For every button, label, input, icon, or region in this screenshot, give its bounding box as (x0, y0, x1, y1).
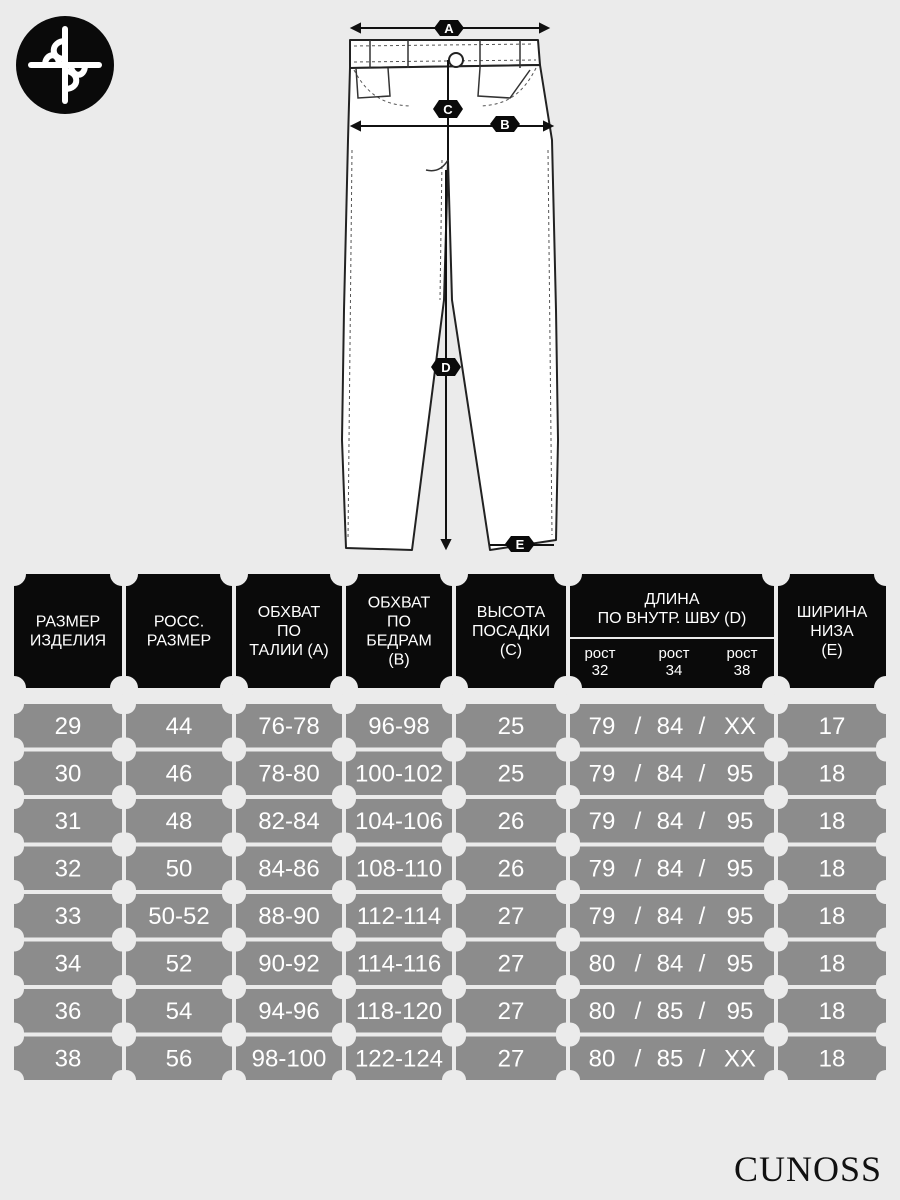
cell-value-l38: 95 (726, 807, 754, 835)
row-notch (876, 979, 896, 999)
cell-separator: / (634, 1045, 642, 1073)
label-d: D (441, 360, 451, 375)
row-notch (4, 884, 24, 904)
label-c: C (443, 102, 453, 117)
cell-value-l34: 84 (656, 807, 684, 835)
header-label: ПО (277, 623, 301, 640)
row-notch (560, 837, 580, 857)
cell-value-l32: 80 (588, 997, 616, 1025)
cell-value-hips: 122-124 (354, 1045, 444, 1073)
cell-value-hem: 18 (818, 902, 846, 930)
cell-value-l38: XX (723, 712, 757, 740)
row-notch (336, 1027, 356, 1047)
cell-value-hips: 108-110 (355, 855, 443, 883)
cell-value-ru: 50 (165, 855, 193, 883)
row-notch (446, 789, 466, 809)
row-notch (116, 694, 136, 714)
cell-value-waist: 88-90 (258, 902, 320, 930)
cell-value-size: 31 (54, 807, 82, 835)
row-notch (446, 742, 466, 762)
header-cell (126, 574, 232, 688)
cell-separator: / (698, 997, 706, 1025)
row-notch (116, 1070, 136, 1090)
cell-value-l32: 79 (588, 855, 616, 883)
row-notch (768, 979, 788, 999)
cell-separator: / (698, 1045, 706, 1073)
row-notch (560, 932, 580, 952)
cell-value-size: 32 (54, 855, 82, 883)
cell-value-ru: 50-52 (148, 902, 210, 930)
cell-value-waist: 82-84 (258, 807, 320, 835)
cell-separator: / (634, 855, 642, 883)
label-a: A (444, 21, 454, 36)
row-notch (226, 1027, 246, 1047)
brand-logo (15, 15, 115, 115)
cell-value-l38: 95 (726, 902, 754, 930)
cell-value-waist: 78-80 (258, 760, 320, 788)
cell-value-waist: 90-92 (258, 950, 320, 978)
brand-name: CUNOSS (733, 1149, 882, 1189)
header-cell (14, 574, 122, 688)
cell-value-l32: 79 (588, 902, 616, 930)
row-notch (768, 694, 788, 714)
header-label: РАЗМЕР (35, 613, 101, 631)
cell-value-l34: 84 (656, 902, 684, 930)
row-notch (336, 789, 356, 809)
row-notch (876, 789, 896, 809)
row-notch (4, 694, 24, 714)
cell-value-ru: 48 (165, 807, 193, 835)
cell-value-l34: 85 (656, 997, 684, 1025)
row-notch (768, 932, 788, 952)
row-notch (116, 884, 136, 904)
row-notch (446, 884, 466, 904)
cell-value-l38: 95 (726, 855, 754, 883)
logo-icon (15, 15, 115, 115)
row-notch (4, 789, 24, 809)
row-notch (336, 884, 356, 904)
row-notch (876, 1070, 896, 1090)
cell-separator: / (698, 712, 706, 740)
row-notch (560, 742, 580, 762)
row-notch (768, 742, 788, 762)
row-notch (336, 979, 356, 999)
cell-value-hips: 118-120 (355, 997, 443, 1025)
row-notch (4, 1070, 24, 1090)
cell-value-hem: 18 (818, 807, 846, 835)
cell-value-size: 38 (54, 1045, 82, 1073)
cell-separator: / (698, 855, 706, 883)
subheader-label: 32 (591, 662, 609, 679)
cell-value-l38: 95 (726, 760, 754, 788)
row-notch (446, 837, 466, 857)
cell-value-hem: 18 (818, 855, 846, 883)
cell-value-rise: 26 (497, 807, 525, 835)
row-notch (876, 837, 896, 857)
cell-value-hem: 18 (818, 760, 846, 788)
row-notch (768, 1070, 788, 1090)
cell-value-waist: 98-100 (251, 1045, 327, 1073)
row-notch (4, 837, 24, 857)
header-label: ИЗДЕЛИЯ (29, 632, 107, 650)
size-table-graphic (0, 570, 900, 1090)
cell-value-ru: 44 (165, 712, 193, 740)
cell-value-hips: 112-114 (356, 902, 442, 930)
cell-value-rise: 27 (497, 950, 525, 978)
header-label: БЕДРАМ (366, 632, 432, 650)
cell-value-hips: 114-116 (356, 950, 442, 978)
header-label: (B) (388, 651, 410, 669)
cell-value-waist: 84-86 (258, 855, 320, 883)
cell-separator: / (634, 760, 642, 788)
row-notch (116, 789, 136, 809)
cell-value-l34: 84 (656, 950, 684, 978)
cell-value-l32: 79 (588, 807, 616, 835)
header-label: НИЗА (810, 623, 854, 640)
header-label: ОБХВАТ (367, 594, 431, 612)
cell-value-size: 30 (54, 760, 82, 788)
row-notch (4, 979, 24, 999)
row-notch (116, 932, 136, 952)
cell-value-ru: 54 (165, 997, 193, 1025)
subheader-label: 38 (733, 662, 751, 679)
label-b: B (500, 117, 510, 132)
row-notch (876, 694, 896, 714)
jeans-diagram (330, 10, 570, 560)
header-label: ОБХВАТ (257, 604, 321, 621)
cell-value-rise: 27 (497, 902, 525, 930)
row-notch (446, 1070, 466, 1090)
header-label: ТАЛИИ (А) (249, 642, 329, 659)
cell-value-hem: 17 (818, 712, 846, 740)
cell-value-hem: 18 (818, 950, 846, 978)
row-notch (226, 742, 246, 762)
cell-separator: / (698, 807, 706, 835)
cell-value-ru: 56 (165, 1045, 193, 1073)
row-notch (336, 742, 356, 762)
cell-value-rise: 25 (497, 712, 525, 740)
row-notch (226, 1070, 246, 1090)
header-label: (E) (821, 642, 843, 659)
cell-separator: / (634, 997, 642, 1025)
row-notch (768, 789, 788, 809)
row-notch (768, 837, 788, 857)
cell-value-l38: 95 (726, 950, 754, 978)
row-notch (226, 789, 246, 809)
row-notch (446, 979, 466, 999)
header-label: ШИРИНА (796, 604, 868, 621)
header-cell (346, 574, 452, 688)
row-notch (336, 1070, 356, 1090)
cell-separator: / (698, 902, 706, 930)
size-table (0, 570, 900, 1090)
row-notch (116, 837, 136, 857)
header-label: ПО ВНУТР. ШВУ (D) (597, 610, 747, 627)
row-notch (446, 1027, 466, 1047)
cell-value-l32: 80 (588, 1045, 616, 1073)
row-notch (560, 694, 580, 714)
row-notch (560, 979, 580, 999)
row-notch (876, 884, 896, 904)
row-notch (336, 932, 356, 952)
row-notch (116, 742, 136, 762)
cell-value-l32: 80 (588, 950, 616, 978)
header-label: ДЛИНА (644, 591, 700, 608)
cell-value-hem: 18 (818, 997, 846, 1025)
row-notch (560, 884, 580, 904)
cell-value-l32: 79 (588, 712, 616, 740)
cell-value-hips: 100-102 (354, 760, 444, 788)
header-label: РОСС. (153, 613, 205, 631)
cell-separator: / (634, 807, 642, 835)
row-notch (336, 694, 356, 714)
cell-value-l32: 79 (588, 760, 616, 788)
label-e: E (515, 537, 525, 552)
cell-value-hem: 18 (818, 1045, 846, 1073)
cell-value-hips: 104-106 (354, 807, 444, 835)
cell-value-hips: 96-98 (368, 712, 430, 740)
subheader-label: 34 (665, 662, 683, 679)
row-notch (876, 742, 896, 762)
cell-value-size: 29 (54, 712, 82, 740)
row-notch (446, 694, 466, 714)
row-notch (560, 1027, 580, 1047)
cell-value-l34: 84 (656, 760, 684, 788)
cell-value-l34: 84 (656, 855, 684, 883)
subheader-label: рост (726, 645, 758, 662)
row-notch (446, 932, 466, 952)
cell-value-rise: 27 (497, 997, 525, 1025)
header-label: ПОСАДКИ (471, 623, 551, 640)
row-notch (226, 932, 246, 952)
header-label: ПО (387, 613, 411, 631)
row-notch (876, 1027, 896, 1047)
cell-value-rise: 26 (497, 855, 525, 883)
row-notch (4, 1027, 24, 1047)
row-notch (876, 932, 896, 952)
cell-value-rise: 27 (497, 1045, 525, 1073)
cell-value-size: 34 (54, 950, 82, 978)
row-notch (116, 979, 136, 999)
cell-value-waist: 94-96 (258, 997, 320, 1025)
row-notch (560, 1070, 580, 1090)
cell-value-size: 36 (54, 997, 82, 1025)
row-notch (4, 932, 24, 952)
row-notch (768, 1027, 788, 1047)
cell-value-waist: 76-78 (258, 712, 320, 740)
row-notch (116, 1027, 136, 1047)
cell-value-ru: 52 (165, 950, 193, 978)
cell-value-l34: 84 (656, 712, 684, 740)
row-notch (226, 837, 246, 857)
row-notch (560, 789, 580, 809)
cell-value-rise: 25 (497, 760, 525, 788)
cell-value-l38: XX (723, 1045, 757, 1073)
cell-separator: / (634, 950, 642, 978)
header-label: РАЗМЕР (146, 632, 212, 650)
cell-value-l34: 85 (656, 1045, 684, 1073)
cell-separator: / (634, 902, 642, 930)
row-notch (226, 979, 246, 999)
row-notch (768, 884, 788, 904)
row-notch (226, 694, 246, 714)
header-label: (С) (499, 642, 523, 659)
row-notch (226, 884, 246, 904)
cell-separator: / (698, 760, 706, 788)
cell-value-size: 33 (54, 902, 82, 930)
cell-separator: / (698, 950, 706, 978)
cell-separator: / (634, 712, 642, 740)
subheader-label: рост (584, 645, 616, 662)
row-notch (4, 742, 24, 762)
subheader-label: рост (658, 645, 690, 662)
cell-value-ru: 46 (165, 760, 193, 788)
cell-value-l38: 95 (726, 997, 754, 1025)
row-notch (336, 837, 356, 857)
header-label: ВЫСОТА (476, 604, 546, 621)
